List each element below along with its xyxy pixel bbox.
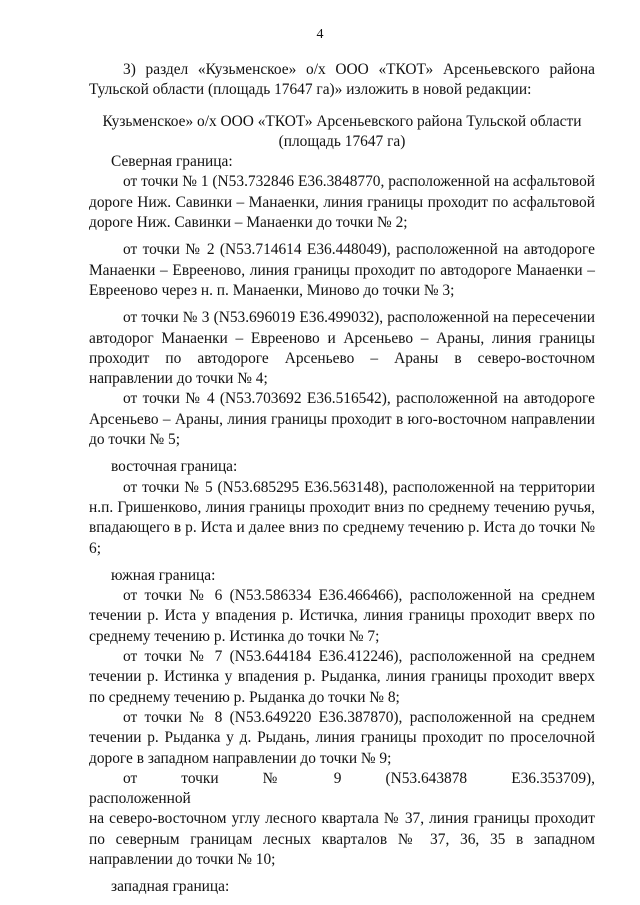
point-3-paragraph: от точки № 3 (N53.696019 E36.499032), расположенной на пересечении автодорог Манаенки – Еврееново и Арсеньево – Араны, линия границы проходит по автодороге Арсеньево – Араны в северо-восточном направлении до точки № 4; xyxy=(89,309,595,388)
point-7-paragraph: от точки № 7 (N53.644184 E36.412246), расположенной на среднем течении р. Истинка у впадения р. Рыданка, линия границы проходит вверх по среднему течению р. Рыданка до точки № 8; xyxy=(89,648,595,706)
east-heading: восточная граница: xyxy=(111,458,238,476)
intro-paragraph: 3) раздел «Кузьменское» о/х ООО «ТКОТ» Арсеньевского района Тульской области (площадь 17647 га)» изложить в новой редакции: xyxy=(89,61,595,99)
point-5-paragraph: от точки № 5 (N53.685295 E36.563148), расположенной на территории н.п. Гришенково, линия границы проходит вниз по среднему течению ручья, впадающего в р. Иста и далее вниз по среднему течению р. Иста до точки № 6; xyxy=(89,478,595,557)
document-body xyxy=(89,60,595,898)
point-9-first-line: от точки № 9 (N53.643878 E36.353709), расположенной xyxy=(89,769,595,808)
west-heading: западная граница: xyxy=(111,878,230,896)
point-8-paragraph: от точки № 8 (N53.649220 E36.387870), расположенной на среднем течении р. Рыданка у д. Рыдань, линия границы проходит по проселочной дороге в западном направлении до точки № 9; xyxy=(89,708,595,767)
page-number: 4 xyxy=(316,27,324,42)
south-heading: южная граница: xyxy=(111,566,216,584)
point-4-paragraph: от точки № 4 (N53.703692 E36.516542), расположенной на автодороге Арсеньево – Араны, линия границы проходит в юго-восточном направлении до точки № 5; xyxy=(89,390,595,449)
section-title: Кузьменское» о/х ООО «ТКОТ» Арсеньевского района Тульской области (площадь 17647 га) xyxy=(102,112,582,150)
point-9-paragraph: на северо-восточном углу лесного квартала № 37, линия границы проходит по северным границам лесных кварталов № 37, 36, 35 в западном направлении до точки № 10; xyxy=(89,810,595,868)
north-heading: Северная граница: xyxy=(111,153,233,171)
point-6-paragraph: от точки № 6 (N53.586334 E36.466466), расположенной на среднем течении р. Иста у впадения р. Истичка, линия границы проходит вверх по среднему течению р. Истинка до точки № 7; xyxy=(89,587,595,645)
point-2-paragraph: от точки № 2 (N53.714614 E36.448049), расположенной на автодороге Манаенки – Еврееново, линия границы проходит по автодороге Манаенки – Еврееново через н. п. Манаенки, Миново до точки № 3; xyxy=(89,241,595,299)
point-1-paragraph: от точки № 1 (N53.732846 E36.3848770, расположенной на асфальтовой дороге Ниж. Савинки – Манаенки, линия границы проходит по асфальтовой дороге Ниж. Савинки – Манаенки до точки № 2; xyxy=(89,173,595,232)
